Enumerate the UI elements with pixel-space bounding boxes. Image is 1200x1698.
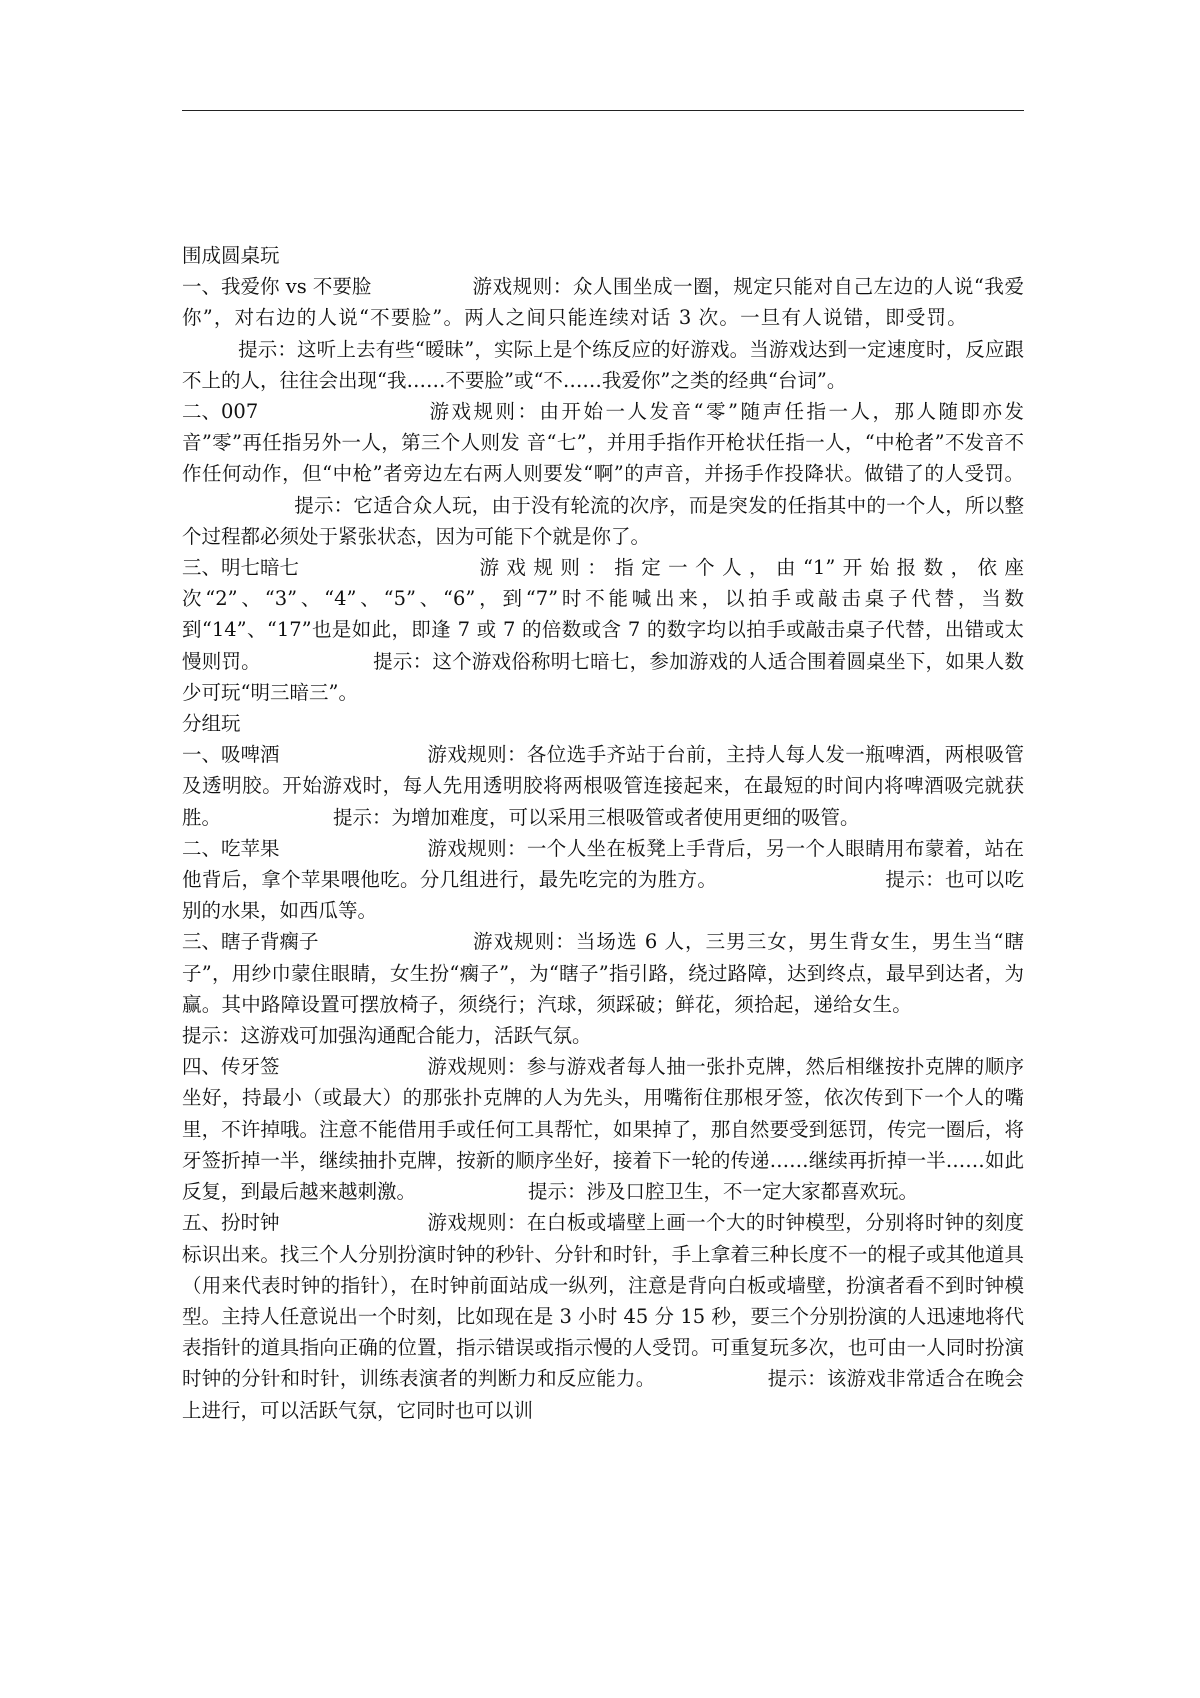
rule-text: 当场选 6 人，三男三女，男生背女生，男生当“瞎子”，用纱巾蒙住眼睛，女生扮“瘸子”，为“瞎子”指引路，绕过路障，达到终点，最早到达者，为赢。其中路障设置可摆放椅子，须绕行；汽球，须踩破；鲜花，须拾起，递给女生。 [182, 930, 1024, 1016]
tip-text: 该游戏非常适合在晚会上进行，可以活跃气氛，它同时也可以训 [182, 1367, 1024, 1422]
section-group-play [182, 708, 1024, 1426]
tip-text: 这听上去有些“暧昧”，实际上是个练反应的好游戏。当游戏达到一定速度时，反应跟不上的人，往往会出现“我……不要脸”或“不……我爱你”之类的经典“台词”。 [182, 337, 1024, 392]
game-item [182, 1207, 1024, 1425]
game-title: 四、传牙签 [182, 1055, 280, 1079]
game-title: 五、扮时钟 [182, 1211, 280, 1235]
document-body [182, 240, 1024, 1426]
game-item [182, 739, 1024, 833]
rule-label: 游戏规则： [427, 836, 527, 860]
rule-text: 在白板或墙壁上画一个大的时钟模型，分别将时钟的刻度标识出来。找三个人分别扮演时钟的秒针、分针和时针，手上拿着三种长度不一的棍子或其他道具（用来代表时钟的指针），在时钟前面站成一纵列，注意是背向白板或墙壁，扮演者看不到时钟模型。主持人任意说出一个时刻，比如现在是 3 小时 45 分 15 秒，要三个分别扮演的人迅速地将代表指针的道具指向正确的位置，指示错误或指示慢的人受罚。可重复玩多次，也可由一人同时扮演时钟的分针和时针，训练表演者的判断力和反应能力。 [182, 1211, 1024, 1391]
rule-label: 游戏规则： [472, 930, 576, 954]
section-round-table [182, 240, 1024, 708]
tip-label: 提示： [372, 649, 433, 673]
game-item [182, 833, 1024, 927]
rule-label: 游戏规则： [427, 1055, 527, 1079]
rule-label: 游戏规则： [472, 556, 615, 580]
rule-text: 各位选手齐站于台前，主持人每人发一瓶啤酒，两根吸管及透明胶。开始游戏时，每人先用透明胶将两根吸管连接起来，在最短的时间内将啤酒吸完就获胜。 [182, 743, 1024, 829]
tip-text: 也可以吃别的水果，如西瓜等。 [182, 868, 1024, 923]
tip-text: 为增加难度，可以采用三根吸管或者使用更细的吸管。 [391, 805, 860, 829]
tip-label: 提示： [885, 868, 945, 892]
rule-text: 参与游戏者每人抽一张扑克牌，然后相继按扑克牌的顺序坐好，持最小（或最大）的那张扑克牌的人为先头，用嘴衔住那根牙签，依次传到下一个人的嘴里，不许掉哦。注意不能借用手或任何工具帮忙，如果掉了，那自然要受到惩罚，传完一圈后，将牙签折掉一半，继续抽扑克牌，按新的顺序坐好，接着下一轮的传递……继续再折掉一半……如此反复，到最后越来越刺激。 [182, 1055, 1024, 1204]
game-title: 二、007 [182, 400, 259, 424]
rule-label: 游戏规则： [427, 400, 540, 424]
rule-label: 游戏规则： [427, 1211, 527, 1235]
rule-text: 指定一个人，由“1”开始报数，依座次“2”、“3”、“4”、“5”、“6”，到“7”时不能喊出来，以拍手或敲击桌子代替，当数到“14”、“17”也是如此，即逢 7 或 7 的倍数或含 7 的数字均以拍手或敲击桌子代替，出错或太慢则罚。 [182, 556, 1024, 673]
rule-text: 一个人坐在板凳上手背后，另一个人眼睛用布蒙着，站在他背后，拿个苹果喂他吃。分几组进行，最先吃完的为胜方。 [182, 836, 1024, 892]
game-item [182, 271, 1024, 396]
tip-label: 提示： [294, 493, 354, 517]
tip-text: 它适合众人玩，由于没有轮流的次序，而是突发的任指其中的一个人，所以整个过程都必须处于紧张状态，因为可能下个就是你了。 [182, 493, 1024, 548]
tip-text: 这游戏可加强沟通配合能力，活跃气氛。 [240, 1024, 592, 1048]
rule-label: 游戏规则： [427, 743, 527, 767]
rule-text: 由开始一人发音“零”随声任指一人，那人随即亦发音”零”再任指另外一人，第三个人则发 音“七”，并用手指作开枪状任指一人，“中枪者”不发音不作任何动作，但“中枪”者旁边左右两人则要发“啊”的声音，并扬手作投降状。做错了的人受罚。 [182, 400, 1024, 486]
section-title: 围成圆桌玩 [182, 244, 280, 267]
header-rule [182, 110, 1024, 111]
game-item [182, 396, 1024, 552]
tip-label: 提示： [238, 337, 298, 361]
tip-label: 提示： [528, 1180, 587, 1204]
game-title: 三、瞎子背瘸子 [182, 930, 319, 954]
tip-label: 提示： [767, 1367, 827, 1391]
tip-text: 涉及口腔卫生，不一定大家都喜欢玩。 [586, 1180, 919, 1204]
rule-text: 众人围坐成一圈，规定只能对自己左边的人说“我爱你”，对右边的人说“不要脸”。两人之间只能连续对话 3 次。一旦有人说错，即受罚。 [182, 275, 1024, 330]
game-item [182, 1051, 1024, 1207]
game-item [182, 552, 1024, 708]
game-title: 一、我爱你 vs 不要脸 [182, 275, 372, 299]
tip-text: 这个游戏俗称明七暗七，参加游戏的人适合围着圆桌坐下，如果人数少可玩“明三暗三”。 [182, 649, 1024, 704]
game-title: 二、吃苹果 [182, 836, 280, 860]
section-title: 分组玩 [182, 712, 241, 736]
game-title: 三、明七暗七 [182, 556, 300, 580]
game-item [182, 926, 1024, 1051]
tip-label: 提示： [182, 1024, 241, 1048]
tip-label: 提示： [333, 805, 392, 829]
game-title: 一、吸啤酒 [182, 743, 280, 767]
rule-label: 游戏规则： [472, 275, 573, 299]
